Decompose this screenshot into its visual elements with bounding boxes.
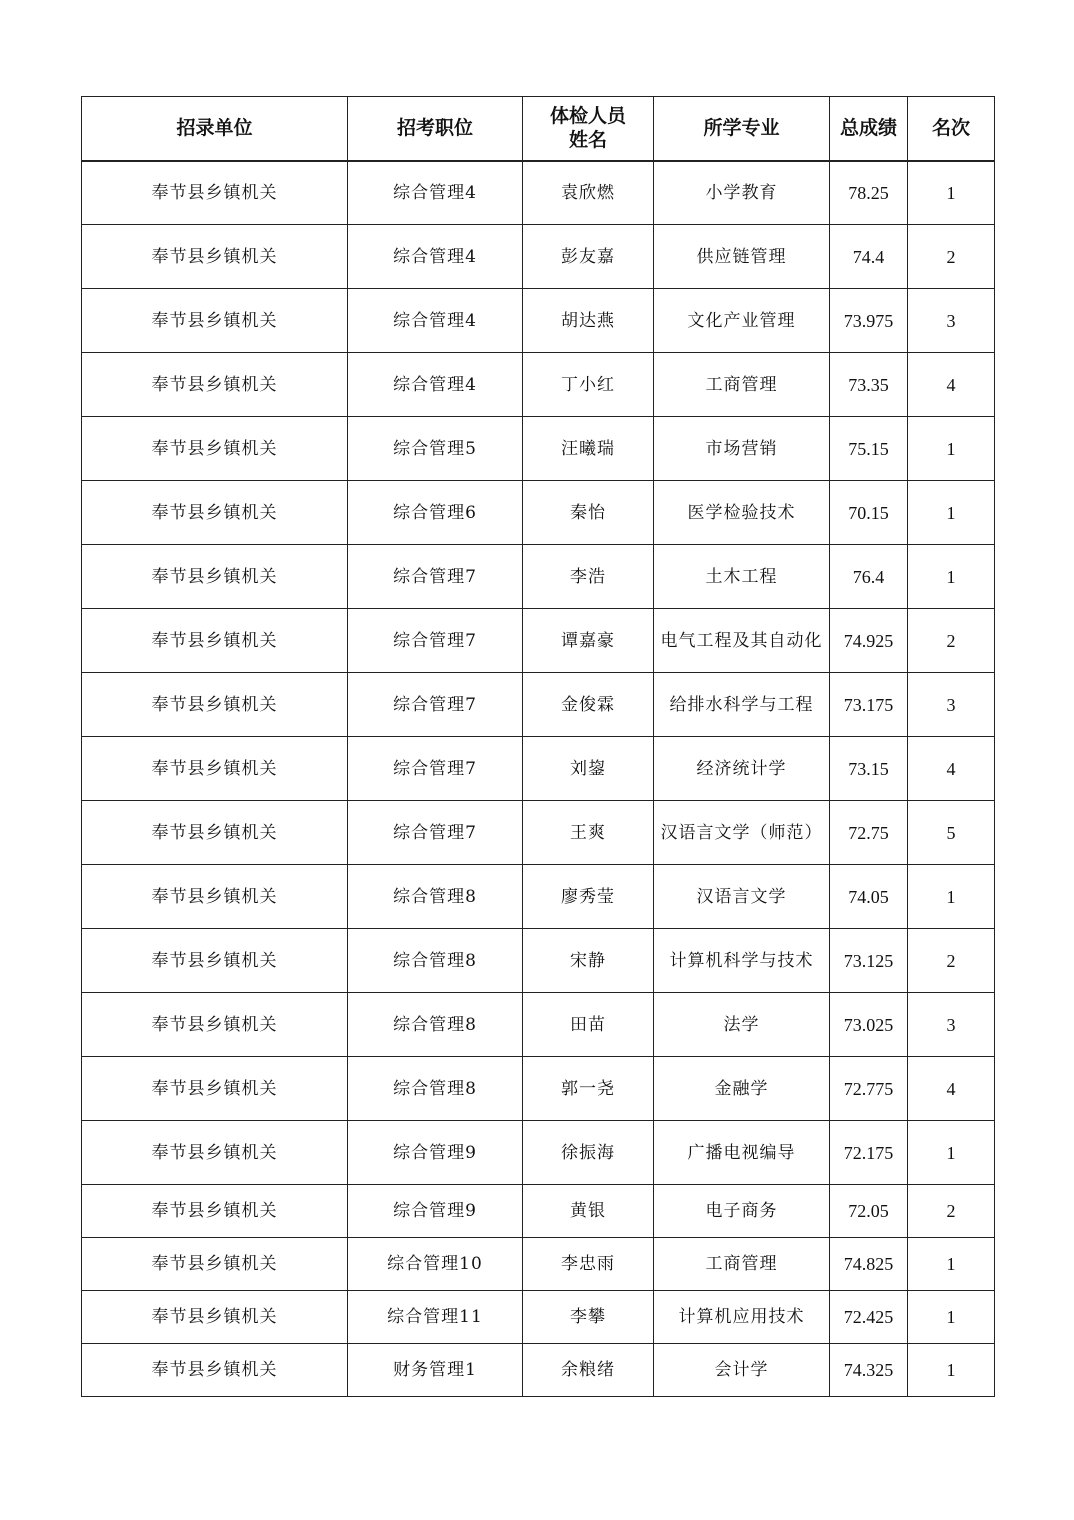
cell-name: 丁小红 bbox=[523, 353, 654, 417]
cell-unit: 奉节县乡镇机关 bbox=[82, 1057, 348, 1121]
cell-major: 计算机应用技术 bbox=[654, 1291, 830, 1344]
cell-name: 廖秀莹 bbox=[523, 865, 654, 929]
cell-position: 综合管理5 bbox=[348, 417, 523, 481]
cell-major: 广播电视编导 bbox=[654, 1121, 830, 1185]
cell-major: 给排水科学与工程 bbox=[654, 673, 830, 737]
table-body bbox=[82, 161, 995, 1397]
cell-unit: 奉节县乡镇机关 bbox=[82, 737, 348, 801]
cell-position: 综合管理7 bbox=[348, 801, 523, 865]
cell-major: 汉语言文学 bbox=[654, 865, 830, 929]
cell-major: 电气工程及其自动化 bbox=[654, 609, 830, 673]
cell-position: 综合管理8 bbox=[348, 993, 523, 1057]
cell-name: 胡达燕 bbox=[523, 289, 654, 353]
cell-name: 李攀 bbox=[523, 1291, 654, 1344]
table-row bbox=[82, 545, 995, 609]
cell-position: 综合管理7 bbox=[348, 673, 523, 737]
cell-major: 市场营销 bbox=[654, 417, 830, 481]
cell-major: 供应链管理 bbox=[654, 225, 830, 289]
table-row bbox=[82, 417, 995, 481]
cell-major: 汉语言文学（师范） bbox=[654, 801, 830, 865]
cell-rank: 2 bbox=[908, 929, 995, 993]
cell-unit: 奉节县乡镇机关 bbox=[82, 161, 348, 225]
cell-rank: 3 bbox=[908, 993, 995, 1057]
header-position: 招考职位 bbox=[348, 97, 523, 161]
cell-score: 74.325 bbox=[830, 1344, 908, 1397]
cell-score: 76.4 bbox=[830, 545, 908, 609]
cell-name: 田苗 bbox=[523, 993, 654, 1057]
cell-rank: 3 bbox=[908, 289, 995, 353]
header-score: 总成绩 bbox=[830, 97, 908, 161]
cell-name: 汪曦瑞 bbox=[523, 417, 654, 481]
table-header bbox=[82, 97, 995, 161]
cell-major: 文化产业管理 bbox=[654, 289, 830, 353]
table-row bbox=[82, 225, 995, 289]
cell-name: 王爽 bbox=[523, 801, 654, 865]
cell-name: 金俊霖 bbox=[523, 673, 654, 737]
cell-score: 74.4 bbox=[830, 225, 908, 289]
cell-position: 综合管理8 bbox=[348, 1057, 523, 1121]
cell-rank: 1 bbox=[908, 417, 995, 481]
cell-rank: 2 bbox=[908, 225, 995, 289]
table-row bbox=[82, 353, 995, 417]
cell-unit: 奉节县乡镇机关 bbox=[82, 1238, 348, 1291]
cell-score: 75.15 bbox=[830, 417, 908, 481]
cell-name: 刘鋆 bbox=[523, 737, 654, 801]
cell-major: 会计学 bbox=[654, 1344, 830, 1397]
table-row bbox=[82, 1057, 995, 1121]
cell-name: 李忠雨 bbox=[523, 1238, 654, 1291]
cell-rank: 1 bbox=[908, 1291, 995, 1344]
cell-major: 小学教育 bbox=[654, 161, 830, 225]
results-table bbox=[81, 96, 995, 1397]
cell-major: 金融学 bbox=[654, 1057, 830, 1121]
cell-score: 73.175 bbox=[830, 673, 908, 737]
cell-major: 经济统计学 bbox=[654, 737, 830, 801]
cell-position: 综合管理9 bbox=[348, 1121, 523, 1185]
cell-unit: 奉节县乡镇机关 bbox=[82, 289, 348, 353]
cell-unit: 奉节县乡镇机关 bbox=[82, 673, 348, 737]
cell-position: 综合管理9 bbox=[348, 1185, 523, 1238]
cell-score: 72.425 bbox=[830, 1291, 908, 1344]
cell-major: 土木工程 bbox=[654, 545, 830, 609]
table-row bbox=[82, 865, 995, 929]
cell-score: 72.175 bbox=[830, 1121, 908, 1185]
cell-rank: 3 bbox=[908, 673, 995, 737]
header-rank: 名次 bbox=[908, 97, 995, 161]
cell-unit: 奉节县乡镇机关 bbox=[82, 1185, 348, 1238]
cell-unit: 奉节县乡镇机关 bbox=[82, 225, 348, 289]
cell-rank: 5 bbox=[908, 801, 995, 865]
cell-rank: 1 bbox=[908, 865, 995, 929]
table-row bbox=[82, 161, 995, 225]
cell-unit: 奉节县乡镇机关 bbox=[82, 801, 348, 865]
cell-name: 谭嘉豪 bbox=[523, 609, 654, 673]
cell-score: 74.05 bbox=[830, 865, 908, 929]
cell-unit: 奉节县乡镇机关 bbox=[82, 545, 348, 609]
table-row bbox=[82, 673, 995, 737]
cell-unit: 奉节县乡镇机关 bbox=[82, 417, 348, 481]
cell-unit: 奉节县乡镇机关 bbox=[82, 353, 348, 417]
cell-major: 医学检验技术 bbox=[654, 481, 830, 545]
cell-name: 徐振海 bbox=[523, 1121, 654, 1185]
header-major: 所学专业 bbox=[654, 97, 830, 161]
cell-unit: 奉节县乡镇机关 bbox=[82, 609, 348, 673]
cell-name: 余粮绪 bbox=[523, 1344, 654, 1397]
cell-position: 综合管理7 bbox=[348, 609, 523, 673]
cell-score: 73.35 bbox=[830, 353, 908, 417]
table-row bbox=[82, 929, 995, 993]
cell-unit: 奉节县乡镇机关 bbox=[82, 865, 348, 929]
header-row bbox=[82, 97, 995, 161]
cell-score: 73.125 bbox=[830, 929, 908, 993]
table-row bbox=[82, 1291, 995, 1344]
cell-name: 彭友嘉 bbox=[523, 225, 654, 289]
table-row bbox=[82, 1185, 995, 1238]
cell-name: 郭一尧 bbox=[523, 1057, 654, 1121]
cell-name: 黄银 bbox=[523, 1185, 654, 1238]
cell-rank: 1 bbox=[908, 1344, 995, 1397]
cell-position: 财务管理1 bbox=[348, 1344, 523, 1397]
cell-unit: 奉节县乡镇机关 bbox=[82, 993, 348, 1057]
cell-major: 工商管理 bbox=[654, 1238, 830, 1291]
cell-unit: 奉节县乡镇机关 bbox=[82, 1291, 348, 1344]
cell-rank: 1 bbox=[908, 1121, 995, 1185]
cell-score: 74.825 bbox=[830, 1238, 908, 1291]
cell-score: 78.25 bbox=[830, 161, 908, 225]
cell-rank: 1 bbox=[908, 545, 995, 609]
cell-name: 宋静 bbox=[523, 929, 654, 993]
cell-score: 72.775 bbox=[830, 1057, 908, 1121]
cell-unit: 奉节县乡镇机关 bbox=[82, 1344, 348, 1397]
header-name: 体检人员姓名 bbox=[523, 97, 654, 161]
table-row bbox=[82, 1121, 995, 1185]
header-unit: 招录单位 bbox=[82, 97, 348, 161]
cell-score: 72.75 bbox=[830, 801, 908, 865]
cell-rank: 4 bbox=[908, 353, 995, 417]
cell-name: 李浩 bbox=[523, 545, 654, 609]
cell-score: 73.025 bbox=[830, 993, 908, 1057]
cell-position: 综合管理4 bbox=[348, 161, 523, 225]
cell-rank: 2 bbox=[908, 609, 995, 673]
table-row bbox=[82, 481, 995, 545]
cell-position: 综合管理10 bbox=[348, 1238, 523, 1291]
cell-rank: 1 bbox=[908, 1238, 995, 1291]
table-row bbox=[82, 1344, 995, 1397]
cell-score: 73.975 bbox=[830, 289, 908, 353]
cell-name: 袁欣燃 bbox=[523, 161, 654, 225]
cell-unit: 奉节县乡镇机关 bbox=[82, 929, 348, 993]
cell-rank: 4 bbox=[908, 1057, 995, 1121]
cell-rank: 4 bbox=[908, 737, 995, 801]
cell-position: 综合管理8 bbox=[348, 865, 523, 929]
cell-position: 综合管理4 bbox=[348, 353, 523, 417]
cell-score: 70.15 bbox=[830, 481, 908, 545]
table-row bbox=[82, 289, 995, 353]
cell-score: 72.05 bbox=[830, 1185, 908, 1238]
cell-name: 秦怡 bbox=[523, 481, 654, 545]
cell-unit: 奉节县乡镇机关 bbox=[82, 481, 348, 545]
cell-major: 工商管理 bbox=[654, 353, 830, 417]
cell-position: 综合管理11 bbox=[348, 1291, 523, 1344]
cell-rank: 2 bbox=[908, 1185, 995, 1238]
cell-position: 综合管理8 bbox=[348, 929, 523, 993]
cell-rank: 1 bbox=[908, 161, 995, 225]
table-row bbox=[82, 737, 995, 801]
cell-major: 法学 bbox=[654, 993, 830, 1057]
cell-score: 74.925 bbox=[830, 609, 908, 673]
table-row bbox=[82, 993, 995, 1057]
cell-position: 综合管理4 bbox=[348, 225, 523, 289]
cell-position: 综合管理4 bbox=[348, 289, 523, 353]
cell-major: 电子商务 bbox=[654, 1185, 830, 1238]
cell-position: 综合管理7 bbox=[348, 545, 523, 609]
cell-major: 计算机科学与技术 bbox=[654, 929, 830, 993]
cell-rank: 1 bbox=[908, 481, 995, 545]
table-row bbox=[82, 609, 995, 673]
cell-position: 综合管理7 bbox=[348, 737, 523, 801]
cell-position: 综合管理6 bbox=[348, 481, 523, 545]
cell-score: 73.15 bbox=[830, 737, 908, 801]
table-row bbox=[82, 801, 995, 865]
cell-unit: 奉节县乡镇机关 bbox=[82, 1121, 348, 1185]
table-row bbox=[82, 1238, 995, 1291]
